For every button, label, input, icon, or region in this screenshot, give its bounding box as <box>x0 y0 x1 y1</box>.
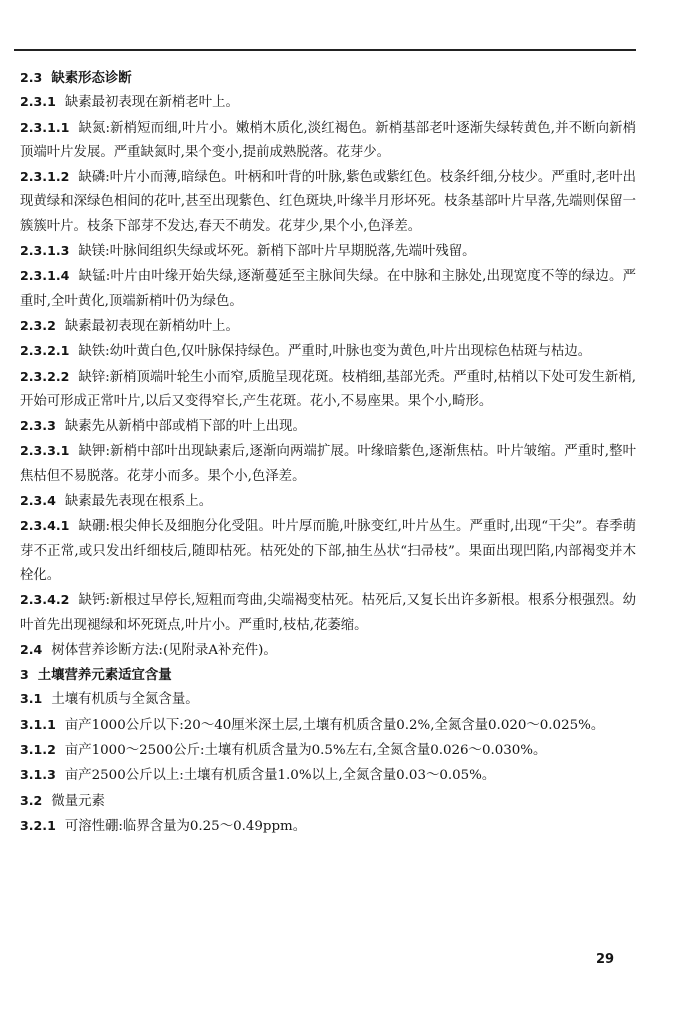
paragraph-text: 可溶性硼:临界含量为0.25～0.49ppm。 <box>64 818 307 834</box>
paragraph-text: 缺硼:根尖伸长及细胞分化受阻。叶片厚而脆,叶脉变红,叶片丛生。严重时,出现“干尖”。春季萌芽不正常,或只发出纤细枝后,随即枯死。枯死处的下部,抽生丛状“扫帚枝”。果面出现凹陷,内部褐变并木栓化。 <box>20 519 636 583</box>
paragraph <box>20 66 636 90</box>
section-number: 3.2.1 <box>20 817 56 833</box>
paragraph <box>20 264 636 314</box>
section-number: 2.3.1.1 <box>20 119 70 135</box>
section-number: 3.1.1 <box>20 716 56 732</box>
page-body <box>20 66 636 839</box>
paragraph-text: 缺钙:新根过早停长,短粗而弯曲,尖端褐变枯死。枯死后,又复长出许多新根。根系分根强烈。幼叶首先出现褪绿和坏死斑点,叶片小。严重时,枝枯,花萎缩。 <box>20 593 636 633</box>
paragraph-text: 亩产1000～2500公斤:土壤有机质含量为0.5%左右,全氮含量0.026～0.030%。 <box>64 743 547 759</box>
paragraph-text: 缺素最先表现在根系上。 <box>64 494 213 510</box>
paragraph <box>20 239 636 264</box>
section-number: 2.3.2 <box>20 317 56 333</box>
section-number: 2.3.3 <box>20 418 56 434</box>
paragraph-text: 土壤营养元素适宜含量 <box>37 667 172 684</box>
section-number: 3.1 <box>20 691 43 707</box>
paragraph <box>20 763 636 788</box>
header-rule <box>14 49 636 51</box>
paragraph <box>20 314 636 339</box>
paragraph-text: 缺磷:叶片小而薄,暗绿色。叶柄和叶背的叶脉,紫色或紫红色。枝条纤细,分枝少。严重时,老叶出现黄绿和深绿色相间的花叶,甚至出现紫色、红色斑块,叶缘半月形坏死。枝条基部叶片早落,先端则保留一簇簇叶片。枝条下部芽不发达,春天不萌发。花芽少,果个小,色泽差。 <box>20 170 636 234</box>
paragraph-text: 缺锰:叶片由叶缘开始失绿,逐渐蔓延至主脉间失绿。在中脉和主脉处,出现宽度不等的绿边。严重时,全叶黄化,顶端新梢叶仍为绿色。 <box>20 269 636 309</box>
paragraph-text: 缺锌:新梢顶端叶轮生小而窄,质脆呈现花斑。枝梢细,基部光秃。严重时,枯梢以下处可发生新梢,开始可形成正常叶片,以后又变得窄长,产生花斑。花小,不易座果。果个小,畸形。 <box>20 369 636 409</box>
paragraph-text: 缺素最初表现在新梢幼叶上。 <box>64 318 239 334</box>
paragraph <box>20 165 636 239</box>
section-number: 2.3.2.2 <box>20 368 70 384</box>
paragraph <box>20 514 636 588</box>
paragraph <box>20 713 636 738</box>
paragraph-text: 土壤有机质与全氮含量。 <box>51 692 199 708</box>
paragraph-text: 缺镁:叶脉间组织失绿或坏死。新梢下部叶片早期脱落,先端叶残留。 <box>78 244 476 260</box>
paragraph <box>20 90 636 115</box>
paragraph <box>20 439 636 489</box>
section-number: 2.3 <box>20 70 43 85</box>
section-number: 2.4 <box>20 641 43 657</box>
paragraph-text: 缺钾:新梢中部叶出现缺素后,逐渐向两端扩展。叶缘暗紫色,逐渐焦枯。叶片皱缩。严重时,整叶焦枯但不易脱落。花芽小而多。果个小,色泽差。 <box>20 444 636 484</box>
paragraph <box>20 339 636 364</box>
paragraph <box>20 687 636 712</box>
paragraph-text: 缺素形态诊断 <box>51 70 132 86</box>
paragraph-text: 缺氮:新梢短而细,叶片小。嫩梢木质化,淡红褐色。新梢基部老叶逐渐失绿转黄色,并不断向新梢顶端叶片发展。严重缺氮时,果个变小,提前成熟脱落。花芽少。 <box>20 120 636 160</box>
section-number: 2.3.1.4 <box>20 268 70 284</box>
paragraph-text: 亩产2500公斤以上:土壤有机质含量1.0%以上,全氮含量0.03～0.05%。 <box>64 768 496 784</box>
paragraph-text: 缺铁:幼叶黄白色,仅叶脉保持绿色。严重时,叶脉也变为黄色,叶片出现棕色枯斑与枯边。 <box>78 344 592 360</box>
section-number: 3.2 <box>20 792 43 808</box>
paragraph <box>20 588 636 638</box>
paragraph-text: 缺素最初表现在新梢老叶上。 <box>64 95 239 111</box>
section-number: 2.3.4 <box>20 493 56 509</box>
section-number: 2.3.1 <box>20 94 56 110</box>
section-number: 2.3.1.3 <box>20 243 70 259</box>
paragraph-text: 亩产1000公斤以下:20～40厘米深土层,土壤有机质含量0.2%,全氮含量0.020～0.025%。 <box>64 717 605 733</box>
paragraph-text: 缺素先从新梢中部或梢下部的叶上出现。 <box>64 419 306 435</box>
section-number: 3 <box>20 667 29 683</box>
section-number: 2.3.4.2 <box>20 592 70 608</box>
paragraph-text: 树体营养诊断方法:(见附录A补充件)。 <box>51 642 277 658</box>
page-number: 29 <box>596 952 615 967</box>
section-number: 3.1.3 <box>20 767 56 783</box>
paragraph <box>20 365 636 415</box>
section-number: 2.3.3.1 <box>20 443 70 459</box>
paragraph <box>20 814 636 839</box>
paragraph <box>20 638 636 663</box>
paragraph <box>20 663 636 687</box>
section-number: 2.3.2.1 <box>20 343 70 359</box>
section-number: 2.3.4.1 <box>20 518 70 534</box>
paragraph <box>20 738 636 763</box>
paragraph-text: 微量元素 <box>51 793 105 809</box>
section-number: 2.3.1.2 <box>20 169 70 185</box>
paragraph <box>20 116 636 166</box>
paragraph <box>20 789 636 814</box>
paragraph <box>20 489 636 514</box>
section-number: 3.1.2 <box>20 742 56 758</box>
paragraph <box>20 414 636 439</box>
